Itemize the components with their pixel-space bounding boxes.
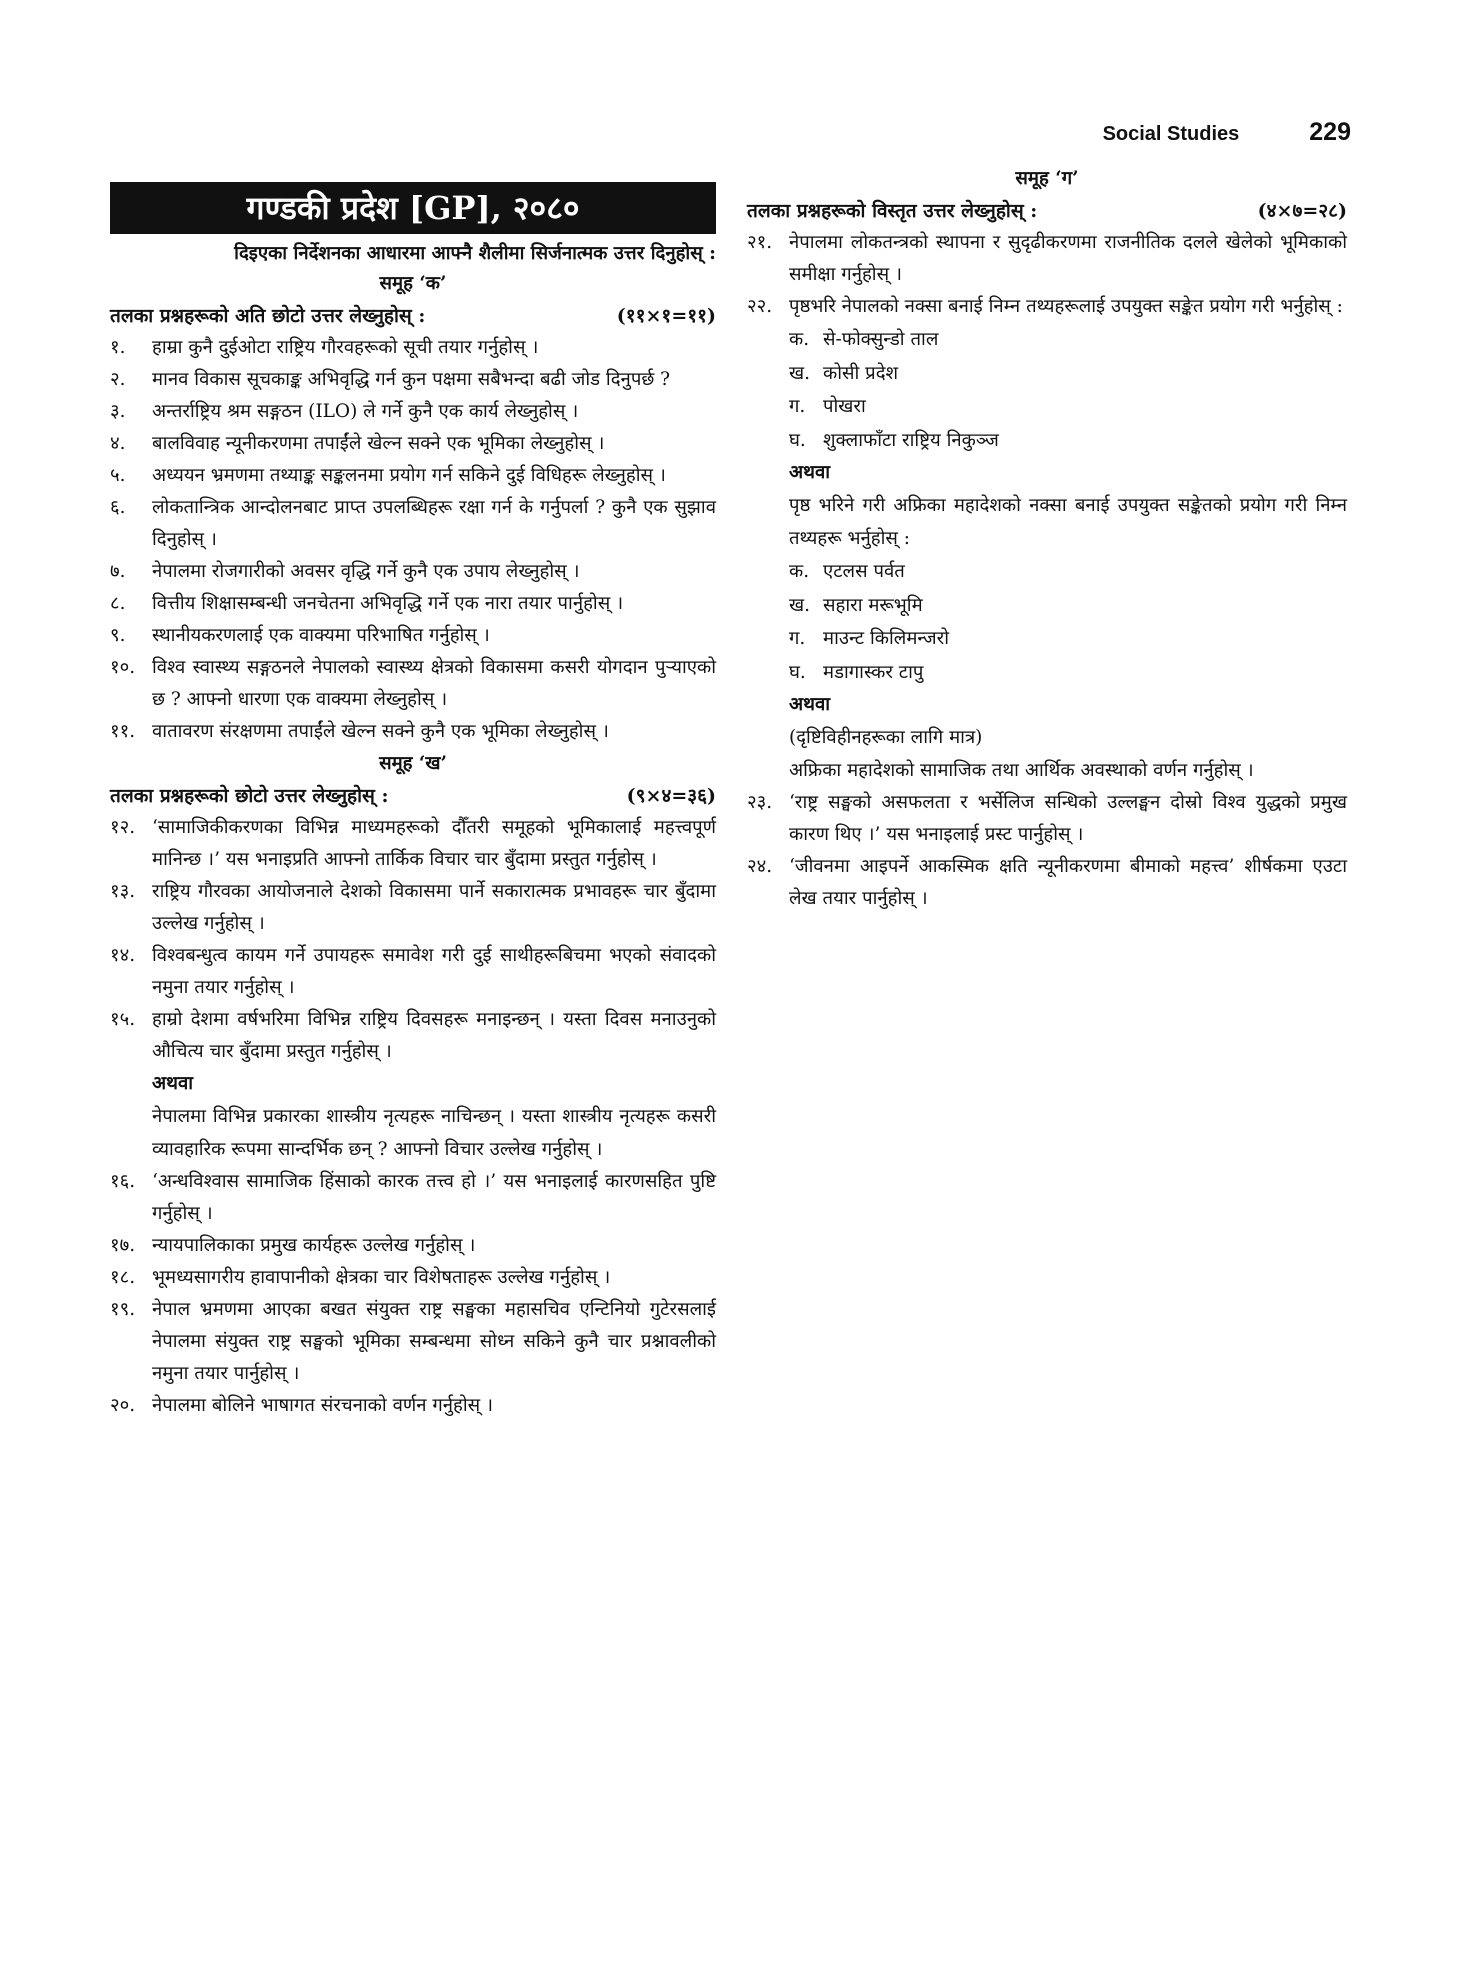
question-text: न्यायपालिकाका प्रमुख कार्यहरू उल्लेख गर्नुहोस् ।: [152, 1235, 476, 1256]
question-text: अध्ययन भ्रमणमा तथ्याङ्क सङ्कलनमा प्रयोग गर्न सकिने दुई विधिहरू लेख्नुहोस् ।: [152, 465, 666, 486]
question-number: १९.: [110, 1299, 136, 1320]
question-text: विश्व स्वास्थ्य सङ्गठनले नेपालको स्वास्थ्य क्षेत्रको विकासमा कसरी योगदान पुऱ्याएको छ ? आफ्नो धारणा एक वाक्यमा लेख्नुहोस् ।: [152, 657, 716, 710]
question-number: ३.: [110, 401, 126, 422]
question-item: [110, 1294, 716, 1390]
question-text: नेपालमा बोलिने भाषागत संरचनाको वर्णन गर्नुहोस् ।: [152, 1395, 494, 1416]
question-text: राष्ट्रिय गौरवका आयोजनाले देशको विकासमा पार्ने सकारात्मक प्रभावहरू चार बुँदामा उल्लेख गर्नुहोस् ।: [152, 881, 716, 934]
question-text: ‘अन्धविश्वास सामाजिक हिंसाको कारक तत्त्व हो ।’ यस भनाइलाई कारणसहित पुष्टि गर्नुहोस् ।: [152, 1171, 716, 1224]
question-number: ५.: [110, 465, 126, 486]
sub-item: [747, 390, 1347, 424]
sub-item-letter: ग.: [789, 628, 806, 649]
question-number: २४.: [747, 856, 773, 877]
question-number: १.: [110, 337, 126, 358]
question-number: ११.: [110, 721, 136, 742]
question-number: २०.: [110, 1395, 136, 1416]
sub-item-text: से-फोक्सुन्डो ताल: [823, 329, 939, 350]
question-item: [747, 787, 1347, 851]
question-item: [110, 812, 716, 876]
sub-item-letter: क.: [789, 561, 810, 582]
question-item: [110, 620, 716, 652]
question-text: हाम्रो देशमा वर्षभरिमा विभिन्न राष्ट्रिय दिवसहरू मनाइन्छन् । यस्ता दिवस मनाउनुको औचित्य चार बुँदामा प्रस्तुत गर्नुहोस् ।: [152, 1009, 716, 1062]
question-item: [747, 851, 1347, 915]
question-number: १४.: [110, 945, 136, 966]
question-item: [110, 1230, 716, 1262]
question-item: [110, 396, 716, 428]
group-a-heading: [110, 300, 716, 332]
or-note: (दृष्टिविहीनहरूका लागि मात्र): [789, 727, 983, 748]
question-text: अन्तर्राष्ट्रिय श्रम सङ्गठन (ILO) ले गर्ने कुनै एक कार्य लेख्नुहोस् ।: [152, 401, 579, 422]
question-number: १७.: [110, 1235, 136, 1256]
question-text: स्थानीयकरणलाई एक वाक्यमा परिभाषित गर्नुहोस् ।: [152, 625, 490, 646]
question-text: मानव विकास सूचकाङ्क अभिवृद्धि गर्न कुन पक्षमा सबैभन्दा बढी जोड दिनुपर्छ ?: [152, 369, 671, 390]
group-b-title: समूह ‘ख’: [379, 753, 447, 774]
right-column: [747, 163, 1347, 915]
question-item: [110, 460, 716, 492]
question-text: हाम्रा कुनै दुईओटा राष्ट्रिय गौरवहरूको सूची तयार गर्नुहोस् ।: [152, 337, 539, 358]
question-item: [110, 332, 716, 364]
question-item: [110, 716, 716, 748]
question-number: ९.: [110, 625, 126, 646]
running-head: [1103, 118, 1351, 147]
question-number: १२.: [110, 817, 136, 838]
map-items-nepal: [747, 323, 1347, 457]
question-text: ‘जीवनमा आइपर्ने आकस्मिक क्षति न्यूनीकरणमा बीमाको महत्त्व’ शीर्षकमा एउटा लेख तयार पार्नुहोस् ।: [789, 856, 1347, 909]
question-item: [110, 1166, 716, 1230]
page-number: 229: [1309, 118, 1351, 146]
sub-item-letter: क.: [789, 329, 810, 350]
sub-item-text: मडागास्कर टापु: [823, 661, 924, 683]
or-label: अथवा: [152, 1073, 194, 1094]
group-c-heading-text: तलका प्रश्नहरूको विस्तृत उत्तर लेख्नुहोस् :: [747, 200, 1038, 222]
question-item: [110, 1004, 716, 1068]
sub-item: [747, 424, 1347, 458]
sub-item-letter: घ.: [789, 661, 806, 683]
general-instruction: दिइएका निर्देशनका आधारमा आफ्नै शैलीमा सिर्जनात्मक उत्तर दिनुहोस् :: [234, 243, 716, 264]
group-a-marks: (११×१=११): [616, 305, 716, 327]
question-text: नेपाल भ्रमणमा आएका बखत संयुक्त राष्ट्र सङ्घका महासचिव एन्टिनियो गुटेरसलाई नेपालमा संयुक्त राष्ट्र सङ्घको भूमिका सम्बन्धमा सोध्न सकिने कुनै चार प्रश्नावलीको नमुना तयार पार्नुहोस् ।: [152, 1299, 716, 1384]
question-number: २३.: [747, 792, 773, 813]
sub-item-letter: घ.: [789, 429, 806, 451]
or-question-text: पृष्ठ भरिने गरी अफ्रिका महादेशको नक्सा बनाई उपयुक्त सङ्केतको प्रयोग गरी निम्न तथ्यहरू भर्नुहोस् :: [789, 495, 1347, 549]
sub-item: [747, 357, 1347, 391]
map-items-africa: [747, 555, 1347, 689]
question-text: ‘राष्ट्र सङ्घको असफलता र भर्सेलिज सन्धिको उल्लङ्घन दोस्रो विश्व युद्धको प्रमुख कारण थिए ।’ यस भनाइलाई प्रस्ट पार्नुहोस् ।: [789, 792, 1347, 845]
question-text: नेपालमा रोजगारीको अवसर वृद्धि गर्ने कुनै एक उपाय लेख्नुहोस् ।: [152, 561, 580, 582]
question-text: बालविवाह न्यूनीकरणमा तपाईंले खेल्न सक्ने एक भूमिका लेख्नुहोस् ।: [152, 433, 605, 454]
group-a-question-list: [110, 332, 716, 748]
question-number: ७.: [110, 561, 126, 582]
question-text: भूमध्यसागरीय हावापानीको क्षेत्रका चार विशेषताहरू उल्लेख गर्नुहोस् ।: [152, 1267, 611, 1288]
question-number: १५.: [110, 1009, 136, 1030]
left-column: [110, 168, 716, 1422]
question-number: ४.: [110, 433, 126, 454]
group-b-heading-text: तलका प्रश्नहरूको छोटो उत्तर लेख्नुहोस् :: [110, 785, 389, 807]
question-item: [110, 1390, 716, 1422]
question-text: वातावरण संरक्षणमा तपाईंले खेल्न सक्ने कुनै एक भूमिका लेख्नुहोस् ।: [152, 721, 609, 742]
question-item: [110, 492, 716, 556]
group-b-question-list: [110, 812, 716, 1068]
question-number: २.: [110, 369, 126, 390]
group-c-marks: (४×७=२८): [1257, 200, 1347, 222]
sub-item: [747, 589, 1347, 623]
question-item: [110, 1262, 716, 1294]
question-text: लोकतान्त्रिक आन्दोलनबाट प्राप्त उपलब्धिहरू रक्षा गर्न के गर्नुपर्ला ? कुनै एक सुझाव दिनुहोस् ।: [152, 497, 716, 550]
sub-item: [747, 555, 1347, 589]
question-text: पृष्ठभरि नेपालको नक्सा बनाई निम्न तथ्यहरूलाई उपयुक्त सङ्केत प्रयोग गरी भर्नुहोस् :: [789, 296, 1343, 317]
sub-item: [747, 656, 1347, 690]
exam-banner: गण्डकी प्रदेश [GP], २०८०: [110, 182, 716, 234]
group-c-title: समूह ‘ग’: [1015, 168, 1079, 189]
question-text: नेपालमा लोकतन्त्रको स्थापना र सुदृढीकरणमा राजनीतिक दलले खेलेको भूमिकाको समीक्षा गर्नुहोस् ।: [789, 232, 1347, 285]
question-number: १०.: [110, 657, 136, 678]
group-b-heading: [110, 780, 716, 812]
question-text: वित्तीय शिक्षासम्बन्धी जनचेतना अभिवृद्धि गर्ने एक नारा तयार पार्नुहोस् ।: [152, 593, 624, 614]
sub-item: [747, 323, 1347, 357]
sub-item-text: माउन्ट किलिमन्जरो: [823, 628, 950, 649]
sub-item-text: कोसी प्रदेश: [823, 362, 899, 384]
sub-item-text: पोखरा: [823, 396, 866, 417]
or-label: अथवा: [789, 694, 831, 715]
question-number: २२.: [747, 296, 773, 317]
sub-item-text: शुक्लाफाँटा राष्ट्रिय निकुञ्ज: [823, 429, 999, 451]
question-item: [110, 652, 716, 716]
subject-title: Social Studies: [1102, 123, 1240, 145]
question-item: [110, 940, 716, 1004]
question-number: १६.: [110, 1171, 136, 1192]
question-item: [110, 364, 716, 396]
question-item: [110, 556, 716, 588]
question-number: ६.: [110, 497, 126, 518]
question-text: ‘सामाजिकीकरणका विभिन्न माध्यमहरूको दौँतरी समूहको भूमिकालाई महत्त्वपूर्ण मानिन्छ ।’ यस भनाइप्रति आफ्नो तार्किक विचार चार बुँदामा प्रस्तुत गर्नुहोस् ।: [152, 817, 716, 870]
sub-item-letter: ग.: [789, 396, 806, 417]
question-item: [747, 227, 1347, 291]
or-question-text: अफ्रिका महादेशको सामाजिक तथा आर्थिक अवस्थाको वर्णन गर्नुहोस् ।: [789, 760, 1254, 781]
sub-item-text: सहारा मरूभूमि: [823, 594, 923, 616]
question-item: [110, 588, 716, 620]
question-number: २१.: [747, 232, 773, 253]
group-b-question-list-cont: [110, 1166, 716, 1422]
sub-item-letter: ख.: [789, 362, 811, 384]
sub-item: [747, 622, 1347, 656]
group-a-heading-text: तलका प्रश्नहरूको अति छोटो उत्तर लेख्नुहोस् :: [110, 305, 426, 327]
or-question-text: नेपालमा विभिन्न प्रकारका शास्त्रीय नृत्यहरू नाचिन्छन् । यस्ता शास्त्रीय नृत्यहरू कसरी व्यावहारिक रूपमा सान्दर्भिक छन् ? आफ्नो विचार उल्लेख गर्नुहोस् ।: [152, 1106, 716, 1160]
question-number: १८.: [110, 1267, 136, 1288]
group-a-title: समूह ‘क’: [379, 273, 447, 294]
question-item: [747, 291, 1347, 323]
or-label: अथवा: [789, 462, 831, 483]
question-item: [110, 428, 716, 460]
sub-item-letter: ख.: [789, 594, 811, 616]
question-text: विश्वबन्धुत्व कायम गर्ने उपायहरू समावेश गरी दुई साथीहरूबिचमा भएको संवादको नमुना तयार गर्नुहोस् ।: [152, 945, 716, 998]
sub-item-text: एटलस पर्वत: [823, 561, 905, 582]
group-b-marks: (९×४=३६): [626, 785, 716, 807]
question-number: ८.: [110, 593, 126, 614]
question-item: [110, 876, 716, 940]
question-number: १३.: [110, 881, 136, 902]
group-c-heading: [747, 195, 1347, 227]
